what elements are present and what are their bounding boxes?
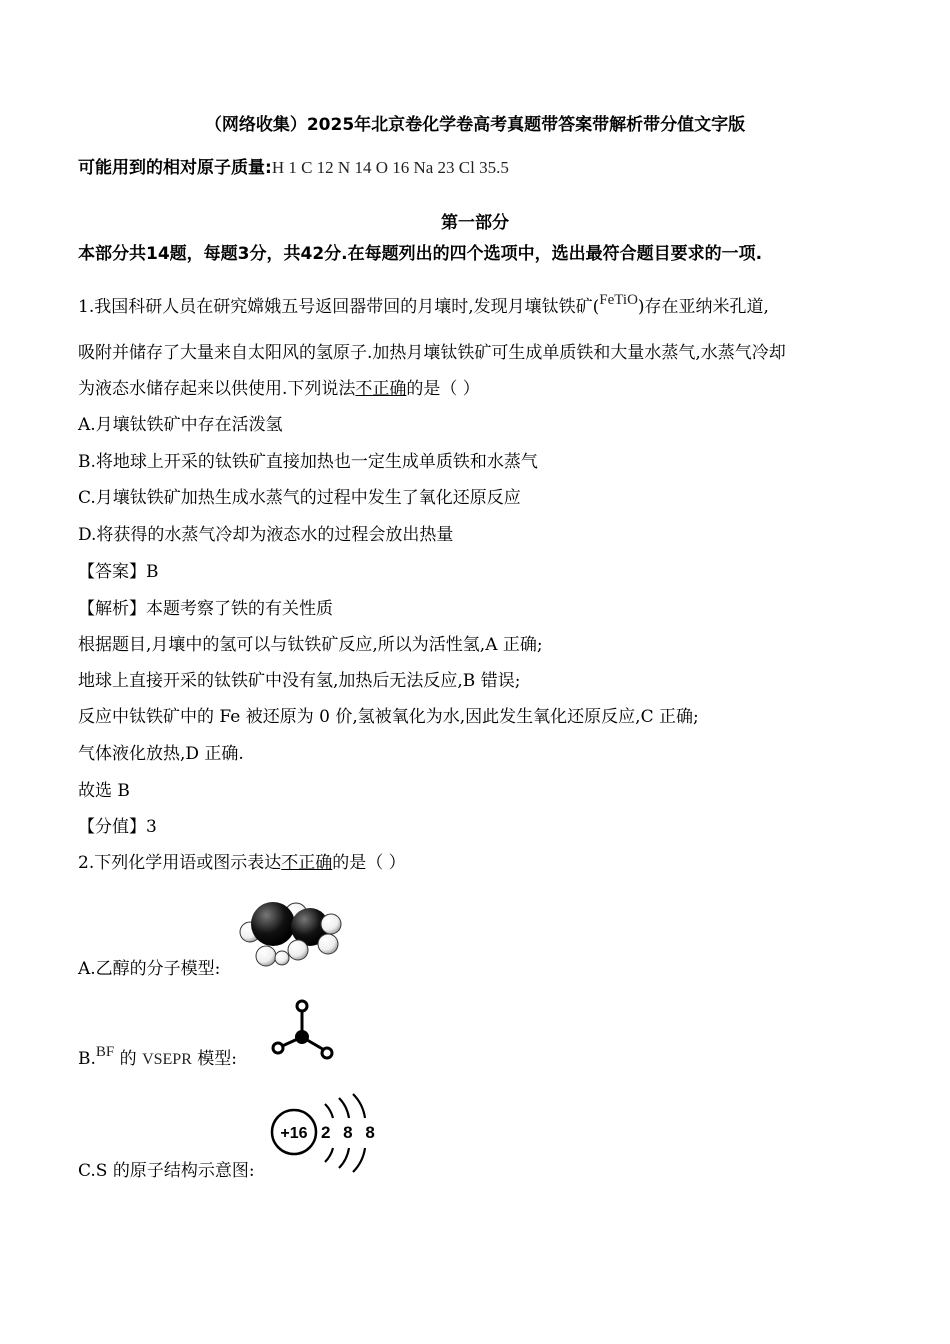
nucleus-charge: +16 <box>280 1125 308 1142</box>
q1-underlined-word: 不正确 <box>355 379 407 399</box>
q2-stem-pre: 2.下列化学用语或图示表达 <box>78 853 282 873</box>
atomic-masses-values: H 1 C 12 N 14 O 16 Na 23 Cl 35.5 <box>271 158 509 177</box>
ethanol-molecule-model <box>228 892 348 972</box>
q2-vsepr-label: VSEPR <box>142 1051 192 1068</box>
section-title: 第一部分 <box>441 213 509 233</box>
q2-option-b-prefix: B. <box>78 1049 96 1069</box>
q1-answer: 【答案】B <box>78 562 159 582</box>
atomic-masses-line <box>78 157 509 179</box>
q1-option-a: A.月壤钛铁矿中存在活泼氢 <box>78 415 283 435</box>
bf3-vsepr-model <box>270 995 340 1065</box>
q1-formula: FeTiO <box>599 292 638 308</box>
q1-stem-line3 <box>78 378 480 400</box>
q1-option-c: C.月壤钛铁矿加热生成水蒸气的过程中发生了氧化还原反应 <box>78 488 521 508</box>
q1-analysis-line-2: 地球上直接开采的钛铁矿中没有氢,加热后无法反应,B 错误; <box>78 671 521 691</box>
q1-option-d: D.将获得的水蒸气冷却为液态水的过程会放出热量 <box>78 525 454 545</box>
q1-analysis-heading: 【解析】本题考察了铁的有关性质 <box>78 599 333 619</box>
q2-option-a: A.乙醇的分子模型: <box>78 959 221 979</box>
document-title: （网络收集）2025年北京卷化学卷高考真题带答案带解析带分值文字版 <box>204 115 746 135</box>
q2-option-b-suffix: 模型: <box>191 1049 238 1069</box>
q1-analysis-line-1: 根据题目,月壤中的氢可以与钛铁矿反应,所以为活性氢,A 正确; <box>78 635 543 655</box>
q1-stem-line2: 吸附并储存了大量来自太阳风的氢原子.加热月壤钛铁矿可生成单质铁和大量水蒸气,水蒸气冷却 <box>78 343 786 363</box>
q1-line3-post: 的是（ ） <box>406 379 480 399</box>
q1-choose: 故选 B <box>78 781 130 801</box>
electron-shells: 2 8 8 <box>321 1123 379 1142</box>
q1-line3-pre: 为液态水储存起来以供使用.下列说法 <box>78 379 356 399</box>
q2-underlined-word: 不正确 <box>281 853 333 873</box>
sulfur-atom-diagram <box>265 1092 385 1174</box>
atomic-masses-label: 可能用到的相对原子质量: <box>78 158 272 178</box>
q1-analysis-line-4: 气体液化放热,D 正确. <box>78 744 244 764</box>
q1-option-b: B.将地球上开采的钛铁矿直接加热也一定生成单质铁和水蒸气 <box>78 452 538 472</box>
q2-option-c: C.S 的原子结构示意图: <box>78 1161 255 1181</box>
section-intro: 本部分共14题，每题3分，共42分.在每题列出的四个选项中，选出最符合题目要求的一项. <box>78 244 763 264</box>
q2-option-b-mid: 的 <box>114 1049 143 1069</box>
q2-bf-formula: BF <box>95 1044 115 1060</box>
q1-stem-text-2: )存在亚纳米孔道, <box>637 297 769 317</box>
q1-stem-line1 <box>78 292 769 319</box>
q2-stem <box>78 852 406 874</box>
q2-option-b <box>78 1044 238 1071</box>
q1-score: 【分值】3 <box>78 817 157 837</box>
q1-analysis-line-3: 反应中钛铁矿中的 Fe 被还原为 0 价,氢被氧化为水,因此发生氧化还原反应,C 正确; <box>78 707 699 727</box>
q1-stem-text: 1.我国科研人员在研究嫦娥五号返回器带回的月壤时,发现月壤钛铁矿( <box>78 297 600 317</box>
q2-stem-post: 的是（ ） <box>332 853 406 873</box>
